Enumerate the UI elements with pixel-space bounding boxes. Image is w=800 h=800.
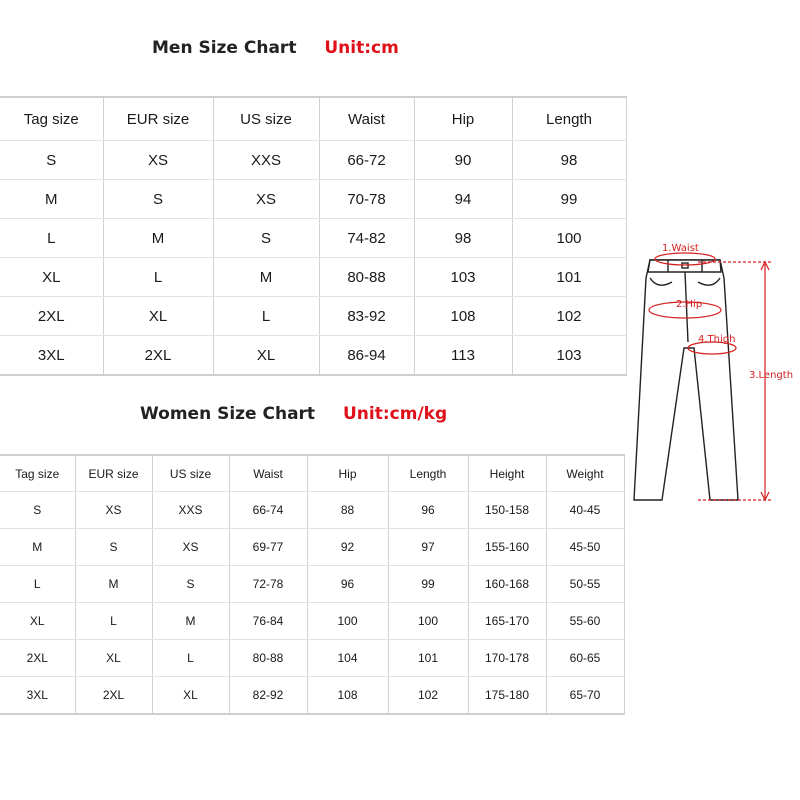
men-cell-us-size: XS bbox=[213, 180, 319, 219]
men-cell-us-size: L bbox=[213, 297, 319, 336]
women-cell-hip: 92 bbox=[307, 529, 388, 566]
women-cell-us-size: S bbox=[152, 566, 229, 603]
men-cell-eur-size: 2XL bbox=[103, 336, 213, 376]
men-cell-tag-size: M bbox=[0, 180, 103, 219]
women-header-weight: Weight bbox=[546, 455, 624, 492]
men-cell-length: 98 bbox=[512, 141, 626, 180]
women-cell-us-size: XXS bbox=[152, 492, 229, 529]
women-size-chart-title bbox=[140, 404, 447, 424]
women-cell-length: 101 bbox=[388, 640, 468, 677]
women-header-eur-size: EUR size bbox=[75, 455, 152, 492]
pants-icon bbox=[634, 260, 738, 500]
men-header-hip: Hip bbox=[414, 97, 512, 141]
men-cell-tag-size: L bbox=[0, 219, 103, 258]
women-cell-waist: 69-77 bbox=[229, 529, 307, 566]
women-cell-waist: 72-78 bbox=[229, 566, 307, 603]
women-cell-weight: 55-60 bbox=[546, 603, 624, 640]
men-cell-eur-size: XS bbox=[103, 141, 213, 180]
men-cell-us-size: M bbox=[213, 258, 319, 297]
women-header-length: Length bbox=[388, 455, 468, 492]
men-size-chart-title bbox=[152, 38, 399, 58]
women-cell-height: 165-170 bbox=[468, 603, 546, 640]
men-table-header-row bbox=[0, 97, 626, 141]
length-label: 3.Length bbox=[749, 370, 794, 381]
men-cell-waist: 83-92 bbox=[319, 297, 414, 336]
women-cell-waist: 66-74 bbox=[229, 492, 307, 529]
men-table-row bbox=[0, 336, 626, 376]
women-cell-height: 175-180 bbox=[468, 677, 546, 715]
men-header-eur-size: EUR size bbox=[103, 97, 213, 141]
men-table-row bbox=[0, 258, 626, 297]
men-cell-length: 100 bbox=[512, 219, 626, 258]
women-cell-height: 160-168 bbox=[468, 566, 546, 603]
women-cell-length: 102 bbox=[388, 677, 468, 715]
women-table-row bbox=[0, 640, 624, 677]
men-cell-waist: 70-78 bbox=[319, 180, 414, 219]
men-header-tag-size: Tag size bbox=[0, 97, 103, 141]
men-title-text: Men Size Chart bbox=[152, 38, 297, 58]
men-cell-eur-size: L bbox=[103, 258, 213, 297]
men-cell-tag-size: XL bbox=[0, 258, 103, 297]
women-table-row bbox=[0, 529, 624, 566]
men-table-row bbox=[0, 297, 626, 336]
men-header-waist: Waist bbox=[319, 97, 414, 141]
men-size-table bbox=[0, 96, 627, 376]
women-cell-length: 100 bbox=[388, 603, 468, 640]
women-cell-weight: 45-50 bbox=[546, 529, 624, 566]
women-cell-length: 96 bbox=[388, 492, 468, 529]
women-cell-tag-size: XL bbox=[0, 603, 75, 640]
women-cell-weight: 50-55 bbox=[546, 566, 624, 603]
women-cell-tag-size: S bbox=[0, 492, 75, 529]
men-header-us-size: US size bbox=[213, 97, 319, 141]
hip-label: 2.Hip bbox=[676, 299, 703, 310]
women-cell-height: 170-178 bbox=[468, 640, 546, 677]
men-header-length: Length bbox=[512, 97, 626, 141]
women-cell-eur-size: M bbox=[75, 566, 152, 603]
women-cell-us-size: XS bbox=[152, 529, 229, 566]
women-cell-waist: 76-84 bbox=[229, 603, 307, 640]
women-cell-us-size: XL bbox=[152, 677, 229, 715]
men-cell-hip: 108 bbox=[414, 297, 512, 336]
women-cell-us-size: L bbox=[152, 640, 229, 677]
women-unit-label: Unit:cm/kg bbox=[343, 404, 448, 424]
men-unit-label: Unit:cm bbox=[324, 38, 399, 58]
women-cell-tag-size: 2XL bbox=[0, 640, 75, 677]
women-cell-eur-size: 2XL bbox=[75, 677, 152, 715]
men-cell-waist: 80-88 bbox=[319, 258, 414, 297]
men-cell-hip: 90 bbox=[414, 141, 512, 180]
women-cell-hip: 104 bbox=[307, 640, 388, 677]
women-cell-tag-size: L bbox=[0, 566, 75, 603]
women-cell-waist: 80-88 bbox=[229, 640, 307, 677]
women-cell-us-size: M bbox=[152, 603, 229, 640]
men-cell-us-size: XL bbox=[213, 336, 319, 376]
women-title-text: Women Size Chart bbox=[140, 404, 316, 424]
men-table-row bbox=[0, 141, 626, 180]
women-header-height: Height bbox=[468, 455, 546, 492]
women-cell-hip: 100 bbox=[307, 603, 388, 640]
women-cell-weight: 65-70 bbox=[546, 677, 624, 715]
women-cell-weight: 40-45 bbox=[546, 492, 624, 529]
men-cell-length: 103 bbox=[512, 336, 626, 376]
women-header-us-size: US size bbox=[152, 455, 229, 492]
women-cell-tag-size: 3XL bbox=[0, 677, 75, 715]
men-table-row bbox=[0, 219, 626, 258]
men-cell-hip: 113 bbox=[414, 336, 512, 376]
men-table-row bbox=[0, 180, 626, 219]
women-cell-eur-size: XL bbox=[75, 640, 152, 677]
men-cell-tag-size: S bbox=[0, 141, 103, 180]
women-cell-height: 155-160 bbox=[468, 529, 546, 566]
men-cell-length: 99 bbox=[512, 180, 626, 219]
men-cell-length: 101 bbox=[512, 258, 626, 297]
women-cell-tag-size: M bbox=[0, 529, 75, 566]
women-cell-hip: 88 bbox=[307, 492, 388, 529]
women-table-row bbox=[0, 603, 624, 640]
women-cell-eur-size: S bbox=[75, 529, 152, 566]
women-cell-eur-size: L bbox=[75, 603, 152, 640]
women-table-row bbox=[0, 566, 624, 603]
women-cell-length: 99 bbox=[388, 566, 468, 603]
women-cell-hip: 96 bbox=[307, 566, 388, 603]
women-cell-height: 150-158 bbox=[468, 492, 546, 529]
women-cell-eur-size: XS bbox=[75, 492, 152, 529]
men-cell-eur-size: M bbox=[103, 219, 213, 258]
women-cell-length: 97 bbox=[388, 529, 468, 566]
women-cell-weight: 60-65 bbox=[546, 640, 624, 677]
men-cell-us-size: S bbox=[213, 219, 319, 258]
men-cell-waist: 86-94 bbox=[319, 336, 414, 376]
women-table-row bbox=[0, 492, 624, 529]
pants-measurement-diagram bbox=[628, 238, 800, 508]
men-cell-length: 102 bbox=[512, 297, 626, 336]
men-cell-tag-size: 2XL bbox=[0, 297, 103, 336]
women-header-tag-size: Tag size bbox=[0, 455, 75, 492]
men-cell-hip: 98 bbox=[414, 219, 512, 258]
men-cell-waist: 74-82 bbox=[319, 219, 414, 258]
men-cell-eur-size: XL bbox=[103, 297, 213, 336]
men-cell-us-size: XXS bbox=[213, 141, 319, 180]
thigh-label: 4.Thigh bbox=[698, 334, 736, 345]
men-cell-hip: 103 bbox=[414, 258, 512, 297]
women-cell-waist: 82-92 bbox=[229, 677, 307, 715]
men-cell-tag-size: 3XL bbox=[0, 336, 103, 376]
men-cell-hip: 94 bbox=[414, 180, 512, 219]
women-table-row bbox=[0, 677, 624, 715]
waist-label: 1.Waist bbox=[662, 243, 699, 254]
women-cell-hip: 108 bbox=[307, 677, 388, 715]
women-size-table bbox=[0, 454, 625, 715]
men-cell-eur-size: S bbox=[103, 180, 213, 219]
women-header-hip: Hip bbox=[307, 455, 388, 492]
women-table-header-row bbox=[0, 455, 624, 492]
women-header-waist: Waist bbox=[229, 455, 307, 492]
men-cell-waist: 66-72 bbox=[319, 141, 414, 180]
